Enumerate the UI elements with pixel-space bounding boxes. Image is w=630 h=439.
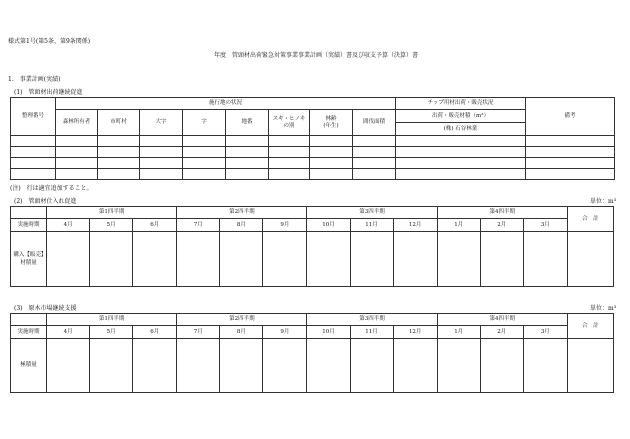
month-header: 9月 bbox=[263, 326, 307, 339]
col-header-age bbox=[310, 110, 353, 136]
table-row bbox=[11, 147, 615, 158]
month-header: 4月 bbox=[47, 326, 90, 339]
col-header-owner: 森林所有者 bbox=[56, 110, 98, 136]
month-header: 12月 bbox=[393, 219, 437, 232]
col-header-company: (株) 石谷林業 bbox=[396, 123, 526, 136]
col-header-id: 整理番号 bbox=[11, 98, 56, 136]
month-header: 6月 bbox=[133, 326, 177, 339]
col-header-aza: 字 bbox=[183, 110, 226, 136]
group-header-site: 施行地の状況 bbox=[56, 98, 396, 110]
period-label: 実施時期 bbox=[11, 219, 47, 232]
table-row bbox=[11, 232, 614, 287]
month-header: 3月 bbox=[523, 219, 567, 232]
q1-header: 第1四半期 bbox=[47, 314, 177, 326]
month-header: 7月 bbox=[177, 326, 220, 339]
month-header: 11月 bbox=[350, 326, 393, 339]
subsection2-unit: 単位：m³ bbox=[590, 198, 617, 205]
age-label: 林齢 bbox=[325, 116, 337, 123]
month-header: 10月 bbox=[307, 219, 350, 232]
purchase-volume-table bbox=[10, 206, 614, 287]
q4-header: 第4四半期 bbox=[437, 314, 567, 326]
form-number: 様式第1号(第5条、第9条関係) bbox=[8, 38, 91, 45]
month-header: 8月 bbox=[220, 219, 263, 232]
month-header: 5月 bbox=[90, 326, 133, 339]
month-header: 2月 bbox=[480, 326, 523, 339]
month-header: 6月 bbox=[133, 219, 177, 232]
total-header: 合 計 bbox=[567, 207, 613, 232]
table-row bbox=[11, 158, 615, 169]
month-header: 3月 bbox=[523, 326, 567, 339]
month-header: 1月 bbox=[437, 326, 480, 339]
subsection1-heading: (1) 管頭材出荷継続促進 bbox=[14, 89, 83, 96]
subsection3-heading: (3) 原木市場継続支援 bbox=[14, 305, 77, 312]
subsection2-heading: (2) 管頭材仕入れ促進 bbox=[14, 198, 77, 205]
col-header-lot: 地番 bbox=[226, 110, 269, 136]
group-header-chip: チップ用材出荷・販売状況 bbox=[396, 98, 526, 110]
document-title: 年度 管頭材出荷緊急対策事業事業計画（実績）書及び収支予算（決算）書 bbox=[214, 52, 419, 59]
row-label-volume: 極積量 bbox=[11, 339, 47, 393]
col-header-area: 間伐面積 bbox=[353, 110, 396, 136]
month-header: 9月 bbox=[263, 219, 307, 232]
col-header-species: スギ・ヒノキの別 bbox=[269, 110, 310, 136]
subsection3-unit: 単位：m³ bbox=[590, 305, 617, 312]
q2-header: 第2四半期 bbox=[177, 207, 307, 219]
month-header: 8月 bbox=[220, 326, 263, 339]
forest-shipment-table bbox=[10, 97, 615, 180]
table-row bbox=[11, 339, 614, 393]
col-header-city: 市町村 bbox=[98, 110, 140, 136]
table-row bbox=[11, 136, 615, 147]
q1-header: 第1四半期 bbox=[47, 207, 177, 219]
month-header: 4月 bbox=[47, 219, 90, 232]
age-unit: (年生) bbox=[323, 122, 339, 129]
period-label: 実施時期 bbox=[11, 326, 47, 339]
col-header-remarks: 備考 bbox=[526, 98, 615, 136]
log-market-table bbox=[10, 313, 614, 393]
col-header-shipment: 出荷・販売材積（m³） bbox=[396, 110, 526, 123]
q2-header: 第2四半期 bbox=[177, 314, 307, 326]
table-note: (注) 行は適宜追加すること。 bbox=[10, 185, 93, 192]
q4-header: 第4四半期 bbox=[437, 207, 567, 219]
month-header: 1月 bbox=[437, 219, 480, 232]
month-header: 2月 bbox=[480, 219, 523, 232]
table-row bbox=[11, 169, 615, 180]
section1-heading: 1. 事業計画(実績) bbox=[8, 76, 61, 83]
q3-header: 第3四半期 bbox=[307, 314, 437, 326]
month-header: 12月 bbox=[393, 326, 437, 339]
month-header: 10月 bbox=[307, 326, 350, 339]
row-label-purchase: 購入【販売】材積量 bbox=[11, 232, 47, 287]
month-header: 5月 bbox=[90, 219, 133, 232]
month-header: 7月 bbox=[177, 219, 220, 232]
q3-header: 第3四半期 bbox=[307, 207, 437, 219]
total-header: 合 計 bbox=[567, 314, 613, 339]
month-header: 11月 bbox=[350, 219, 393, 232]
col-header-ooaza: 大字 bbox=[140, 110, 183, 136]
